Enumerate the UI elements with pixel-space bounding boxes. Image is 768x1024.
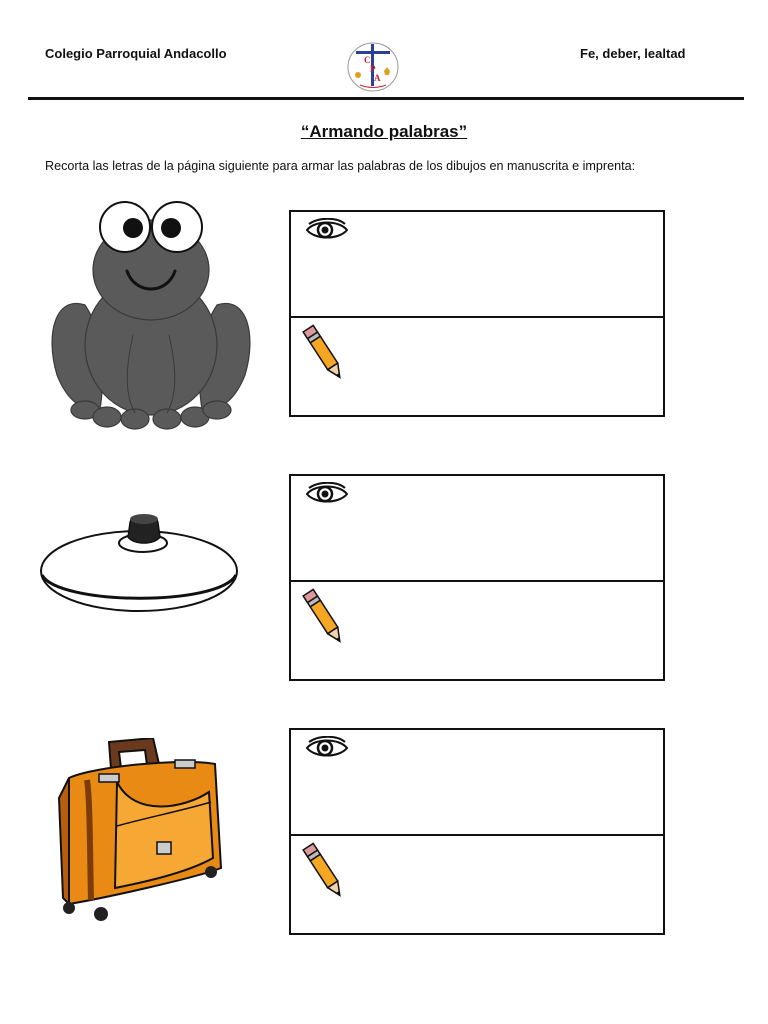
- pot-lid-illustration: [38, 505, 240, 617]
- header-school-name: Colegio Parroquial Andacollo: [45, 46, 227, 61]
- pencil-icon: [299, 320, 349, 386]
- answer-box-2: [289, 474, 665, 681]
- worksheet-title: “Armando palabras”: [300, 122, 468, 141]
- header-rule: [28, 97, 744, 100]
- logo-letter-p: P: [370, 64, 376, 74]
- suitcase-illustration: [55, 738, 225, 922]
- eye-icon: [305, 218, 349, 242]
- box-divider: [291, 834, 663, 836]
- header-motto: Fe, deber, lealtad: [580, 46, 686, 61]
- box-divider: [291, 580, 663, 582]
- answer-box-1: [289, 210, 665, 417]
- logo-letter-a: A: [374, 73, 381, 83]
- answer-box-3: [289, 728, 665, 935]
- box-divider: [291, 316, 663, 318]
- eye-icon: [305, 736, 349, 760]
- logo-letter-c: C: [364, 55, 371, 65]
- pencil-icon: [299, 838, 349, 904]
- eye-icon: [305, 482, 349, 506]
- frog-illustration: [45, 195, 257, 431]
- worksheet-instructions: Recorta las letras de la página siguiente para armar las palabras de los dibujos en manuscrita e imprenta:: [45, 159, 636, 173]
- school-logo: [346, 41, 400, 93]
- pencil-icon: [299, 584, 349, 650]
